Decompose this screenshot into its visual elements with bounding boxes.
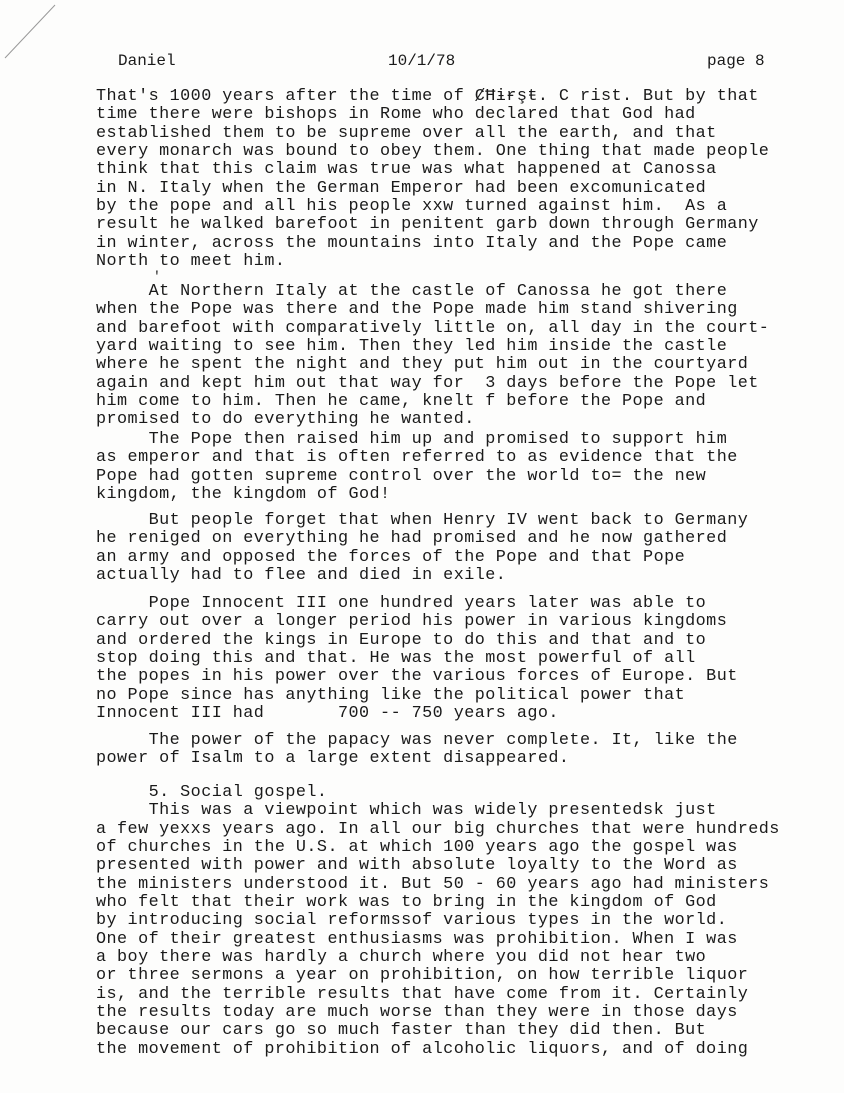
- text-line: Pope had gotten supreme control over the world to= the new: [96, 466, 707, 486]
- text-line: the movement of prohibition of alcoholic liquors, and of doing: [96, 1039, 749, 1059]
- text-line: in winter, across the mountains into Italy and the Pope came: [96, 233, 728, 253]
- text-line: One of their greatest enthusiasms was prohibition. When I was: [96, 929, 738, 949]
- text-line: yard waiting to see him. Then they led him inside the castle: [96, 337, 728, 357]
- text-line: think that this claim was true was what happened at Canossa: [96, 160, 717, 180]
- corner-pencil-mark: [0, 0, 60, 60]
- text-line: every monarch was bound to obey them. One thing that made people: [96, 142, 770, 162]
- text-line: in N. Italy when the German Emperor had been excomunicated: [96, 178, 707, 198]
- text-line: carry out over a longer period his power in various kingdoms: [96, 612, 728, 632]
- text-line: and ordered the kings in Europe to do this and that and to: [96, 630, 707, 650]
- text-line: of churches in the U.S. at which 100 years ago the gospel was: [96, 838, 738, 858]
- header-page-number: page 8: [707, 52, 765, 70]
- text-line: The power of the papacy was never complete. It, like the: [96, 731, 738, 750]
- text-line: actually had to flee and died in exile.: [96, 566, 507, 586]
- text-line: a few yexxs years ago. In all our big churches that were hundreds: [96, 819, 780, 839]
- text-line: presented with power and with absolute loyalty to the Word as: [96, 856, 738, 876]
- text-line: power of Isalm to a large extent disappeared.: [96, 749, 570, 769]
- paragraph-3: [96, 431, 738, 504]
- text-line: established them to be supreme over all the earth, and that: [96, 123, 717, 143]
- stray-mark: ': [153, 269, 161, 284]
- text-line: no Pope since has anything like the political power that: [96, 685, 686, 705]
- text-line: and barefoot with comparatively little on, all day in the court-: [96, 318, 770, 338]
- header-name: Daniel: [118, 52, 176, 70]
- paragraph-4: [96, 512, 748, 585]
- paragraph-1: [96, 88, 769, 271]
- text-line: promised to do everything he wanted.: [96, 410, 475, 430]
- text-line: result he walked barefoot in penitent garb down through Germany: [96, 215, 759, 235]
- text-line: That's 1000 years after the time of ȻĦɨɍşŧ. C rist. But by that: [96, 87, 759, 106]
- text-line: an army and opposed the forces of the Pope and that Pope: [96, 547, 686, 567]
- text-line: who felt that their work was to bring in the kingdom of God: [96, 893, 717, 913]
- text-line: kingdom, the kingdom of God!: [96, 485, 391, 505]
- text-line: because our cars go so much faster than they did then. But: [96, 1021, 707, 1041]
- text-line: North to meet him.: [96, 252, 286, 272]
- paragraph-6: [96, 732, 738, 769]
- text-line: Pope Innocent III one hundred years later was able to: [96, 594, 707, 613]
- text-line: The Pope then raised him up and promised to support him: [96, 430, 728, 449]
- paragraph-5: [96, 595, 738, 723]
- text-line: by the pope and all his people xxw turned against him. As a: [96, 197, 728, 217]
- text-line: 5. Social gospel.: [96, 783, 328, 802]
- text-line: he reniged on everything he had promised and he now gathered: [96, 529, 728, 549]
- text-line: is, and the terrible results that have come from it. Certainly: [96, 984, 749, 1004]
- section-social-gospel: [96, 784, 780, 1059]
- text-line: the ministers understood it. But 50 - 60 years ago had ministers: [96, 874, 770, 894]
- text-line: a boy there was hardly a church where you did not hear two: [96, 948, 707, 968]
- text-line: But people forget that when Henry IV went back to Germany: [96, 511, 749, 530]
- text-line: when the Pope was there and the Pope made him stand shivering: [96, 300, 738, 320]
- text-line: or three sermons a year on prohibition, on how terrible liquor: [96, 966, 749, 986]
- text-line: him come to him. Then he came, knelt f before the Pope and: [96, 392, 707, 412]
- text-line: time there were bishops in Rome who declared that God had: [96, 105, 696, 125]
- paragraph-2: [96, 283, 769, 430]
- text-line: the popes in his power over the various forces of Europe. But: [96, 667, 738, 687]
- text-line: This was a viewpoint which was widely presentedsk just: [96, 801, 717, 821]
- text-line: as emperor and that is often referred to as evidence that the: [96, 448, 738, 468]
- text-line: Innocent III had 700 -- 750 years ago.: [96, 704, 559, 724]
- text-line: by introducing social reformssof various types in the world.: [96, 911, 728, 931]
- header-date: 10/1/78: [388, 52, 456, 70]
- text-line: the results today are much worse than they were in those days: [96, 1003, 738, 1023]
- text-line: At Northern Italy at the castle of Canossa he got there: [96, 282, 728, 301]
- text-line: stop doing this and that. He was the most powerful of all: [96, 649, 696, 669]
- text-line: where he spent the night and they put him out in the courtyard: [96, 355, 749, 375]
- text-line: again and kept him out that way for 3 days before the Pope let: [96, 373, 759, 393]
